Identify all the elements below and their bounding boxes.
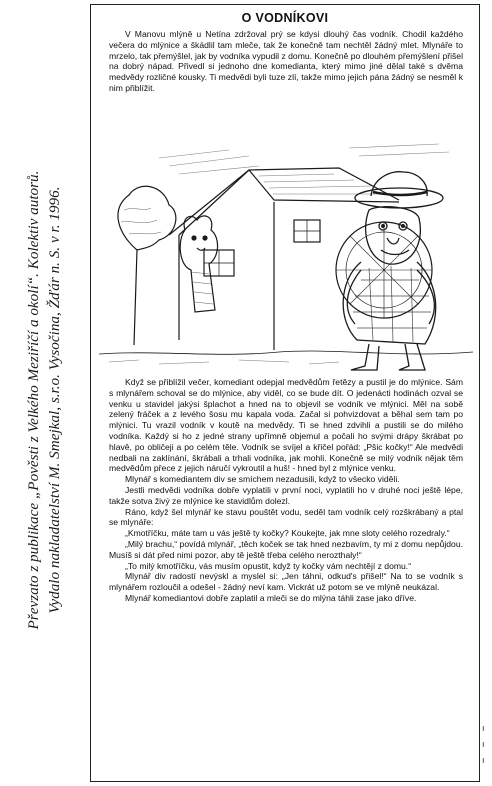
body-paragraph-1: Když se přiblížil večer, komediant odepjal medvědům řetězy a pustil je do mlýnice. Sám s mlynářem schoval se do mlýnice, aby viděl, co se bude dít. O jedenácti hodinách ozval se venku u stavidel jakýsi šplachot a hned na to objevil se vodník ve mlýnici. Měl na sobě zelený fráček a z levého šosu mu kapala voda. Začal si pohvizdovat a běhal sem tam po mlýnici. Tu vrazil vodník v koutě na medvědy. Ti se hned zdvihli a pustili se do milého vodníka. Každý si ho z jedné strany upřímně objemul a počali ho svými drápy škrábat po hlavě, po obličeji a po celém těle. Vodník se svíjel a křičel pořád: „Pšic kočky!“ Ale medvědi nedbali na zaklínání, škrábali a trhali vodníka, jak mohli. Konečně se milý vodník nějak těm medvědům přece z jejich náručí vykroutil a huš! - hned byl z mlýnice venku. — [109, 377, 463, 474]
body-paragraph-9: Mlynář komediantovi dobře zaplatil a mleči se do mlýna táhli zase jako dříve. — [125, 592, 417, 603]
body-paragraph-5: „Kmotříčku, máte tam u vás ještě ty kočky? Koukejte, jak mne sloty celého rozedraly.“ — [125, 528, 450, 539]
source-note-line-2: Vydalo nakladatelství M. Smejkal, s.r.o. Vysočina, Žďár n. S. v r. 1996. — [46, 186, 63, 614]
body-paragraph-2: Mlynář s komediantem div se smíchem nezadusili, když to všecko viděli. — [125, 474, 400, 485]
scan-edge-marks — [482, 720, 492, 786]
illustration-bears-and-water-goblin — [99, 140, 473, 374]
edge-mark: ı — [482, 723, 485, 733]
body-paragraph-6: „Milý brachu,“ povídá mlynář, „těch koček se tak hned nezbavím, ty mi z domu nepůjdou. Musíš si dát před nimi pozor, aby tě ještě třeba celého nerozthaly!“ — [109, 538, 463, 560]
article-body — [109, 377, 463, 604]
source-note-line-1: Převzato z publikace „Pověsti z Velkého Meziříčí a okolí“. Kolektiv autorů. — [25, 170, 42, 630]
edge-mark: ı — [482, 739, 485, 749]
edge-mark: ı — [482, 755, 485, 765]
source-note-text — [23, 35, 65, 765]
intro-paragraph: V Manovu mlýně u Netína zdržoval prý se kdysi dlouhý čas vodník. Chodil každého večera do mlýnice a škádlil tam mleče, tak že konečně tam nechtěl žádný mlet. Mlynáře to mrzelo, tak přemýšlel, jak by vodníka vypudil z domu. Konečně po dlouhém přemýšlení přišel na dobrý nápad. Přivedl si jednoho dne komedianta, který mimo jiné dělal také s dvěma medvědy rozličné kousky. Ti medvědi byli tuze zlí, takže mimo jejich pána žádný se nesměl k nim přiblížit. — [109, 29, 463, 93]
article-title: O VODNÍKOVI — [241, 11, 329, 25]
body-paragraph-8: Mlynář div radostí nevýskl a myslel si: „Jen táhni, odkud's přišel!“ Na to se vodník s mlynářem rozloučil a odešel - žádný neví kam. Vickrát už potom se ve mlýně neukázal. — [109, 571, 463, 593]
body-paragraph-3: Jestli medvědi vodníka dobře vyplatili v první noci, vyplatili ho v druhé noci ještě lépe, takže sotva živý ze mlýnice ke stavidlům dolezl. — [109, 484, 463, 506]
body-paragraph-7: „To milý kmotříčku, vás musím opustit, když ty kočky vám nechtějí z domu.“ — [125, 560, 412, 571]
source-note — [0, 0, 88, 786]
article-frame — [90, 4, 480, 782]
body-paragraph-4: Ráno, když šel mlynář ke stavu pouštět vodu, seděl tam vodník celý rozškrábaný a ptal se mlynáře: — [109, 506, 463, 528]
